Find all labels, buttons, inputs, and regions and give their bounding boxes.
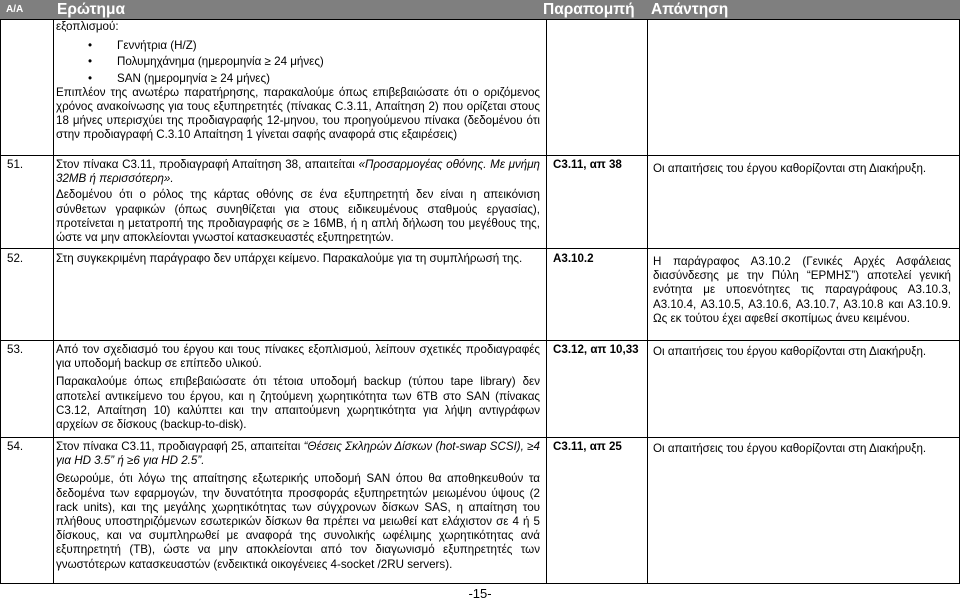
quoted-spec: “Θέσεις Σκληρών Δίσκων (hot-swap SCSI), ≥4 για HD 3.5” ή ≥6 για HD 2.5”. bbox=[56, 440, 540, 468]
question-text: Στον πίνακα C3.11, προδιαγραφή Απαίτηση 38, απαιτείται bbox=[56, 158, 359, 171]
reference-cell: C3.11, απ 38 bbox=[547, 156, 648, 249]
question-cell bbox=[54, 341, 547, 438]
page-number: -15- bbox=[468, 586, 492, 601]
table-row bbox=[1, 20, 960, 156]
question-text: Θεωρούμε, ότι λόγω της απαίτησης εξωτερικής υποδομή SAN όπου θα αποθηκευθούν τα δεδομένα των εφαρμογών, την δυνατότητα προσφοράς εξυπηρετητών μειωμένου ύψους (2 rack units), και της μεγάλης χωρητικότητας των σύγχρονων δίσκων SAS, η απαίτηση του πλήθους υποστηριζόμενων εσωτερικών δίσκων θα πρέπει να μειωθεί κατ ελάχιστον σε 4 ή 5 δίσκους, και να συμπληρωθεί με αναφορά της συνολικής ωφέλιμης χωρητικότητας ανά εξυπηρετητή (TB), ώστε να μην αποκλείονται από τον διαγωνισμό εξυπηρετητές των γνωστότερων κατασκευαστών (ενδεικτικά οικογένειες 4-socket /2RU servers). bbox=[56, 472, 540, 571]
equipment-list bbox=[56, 39, 540, 86]
answer-cell: Οι απαιτήσεις του έργου καθορίζονται στη Διακήρυξη. bbox=[648, 156, 960, 249]
header-question: Ερώτημα bbox=[57, 1, 125, 18]
reference-cell: C3.12, απ 10,33 bbox=[547, 341, 648, 438]
row-number: 53. bbox=[1, 341, 54, 438]
row-number: 52. bbox=[1, 249, 54, 341]
row-number: 54. bbox=[1, 438, 54, 584]
question-text: Παρακαλούμε όπως επιβεβαιώσατε ότι τέτοια υποδομή backup (τύπου tape library) δεν αποτελεί αντικείμενο του έργου, και η ζητούμενη χωρητικότητα των 6TB στο SAN (πίνακας C3.12, Απαίτηση 10) καλύπτει και την απαιτούμενη χωρητικότητα για λήψη αντιγράφων αρχείων σε δίσκους (backup-to-disk). bbox=[56, 375, 540, 432]
header-num: Α/Α bbox=[6, 4, 24, 15]
header-reference: Παραπομπή bbox=[543, 1, 635, 18]
table-row bbox=[1, 438, 960, 584]
answer-cell: Οι απαιτήσεις του έργου καθορίζονται στη Διακήρυξη. bbox=[648, 341, 960, 438]
reference-cell: A3.10.2 bbox=[547, 249, 648, 341]
list-item: • Πολυμηχάνημα (ημερομηνία ≥ 24 μήνες) bbox=[56, 55, 540, 69]
reference-cell: C3.11, απ 25 bbox=[547, 438, 648, 584]
question-text: Από τον σχεδιασμό του έργου και τους πίνακες εξοπλισμού, λείπουν σχετικές προδιαγραφές για υποδομή backup σε επίπεδο υλικού. bbox=[56, 343, 540, 371]
table-row bbox=[1, 341, 960, 438]
question-text: Δεδομένου ότι ο ρόλος της κάρτας οθόνης σε ένα εξυπηρετητή δεν είναι η απεικόνιση σύνθετων γραφικών (όπως συνηθίζεται για στους ειδικευμένους σταθμούς εργασίας), προτείνεται η μετατροπή της προδιαγραφής σε ≥ 16MB, ή η απλή δήλωση του μεγέθους της, ώστε να μην αποκλείονται γνωστοί κατασκευαστές εξυπηρετητών. bbox=[56, 188, 540, 245]
answer-cell: Οι απαιτήσεις του έργου καθορίζονται στη Διακήρυξη. bbox=[648, 438, 960, 584]
table-row bbox=[1, 249, 960, 341]
header-answer: Απάντηση bbox=[651, 1, 729, 18]
table-row bbox=[1, 156, 960, 249]
row-number: 51. bbox=[1, 156, 54, 249]
question-cell bbox=[54, 249, 547, 341]
qa-table bbox=[0, 19, 960, 584]
quoted-spec: «Προσαρμογέας οθόνης. Με μνήμη 32MB ή περισσότερη». bbox=[56, 158, 540, 186]
list-item: • SAN (ημερομηνία ≥ 24 μήνες) bbox=[56, 72, 540, 86]
answer-cell: Η παράγραφος Α3.10.2 (Γενικές Αρχές Ασφάλειας διασύνδεσης με την Πύλη “ΕΡΜΗΣ”) αποτελεί γενική ενότητα με υποενότητες τις παραγράφους Α3.10.3, Α3.10.4, Α3.10.5, Α3.10.6, Α3.10.7, Α3.10.8 και Α3.10.9. Ως εκ τούτου έχει αφεθεί σκοπίμως άνευ κειμένου. bbox=[648, 249, 960, 341]
table-header bbox=[0, 0, 960, 19]
question-text: Στη συγκεκριμένη παράγραφο δεν υπάρχει κείμενο. Παρακαλούμε για τη συμπλήρωσή της. bbox=[56, 252, 523, 265]
question-text: Επιπλέον της ανωτέρω παρατήρησης, παρακαλούμε όπως επιβεβαιώσατε ότι ο οριζόμενος χρόνος ανακοίνωσης για τους εξυπηρετητές (πίνακας C.3.11, Απαίτηση 2) που ορίζεται στους 18 μήνες υπερισχύει της προδιαγραφής 12-μηνου, του προηγούμενου πίνακα (δεδομένου ότι στην προδιαγραφή C.3.10 Απαίτηση 1 γίνεται σαφής αναφορά στις εξαιρέσεις) bbox=[56, 85, 540, 142]
list-item: • Γεννήτρια (H/Z) bbox=[56, 39, 540, 53]
intro-text: εξοπλισμού: bbox=[56, 20, 119, 33]
question-cell bbox=[54, 156, 547, 249]
question-cell bbox=[54, 438, 547, 584]
question-text: Στον πίνακα C3.11, προδιαγραφή 25, απαιτείται bbox=[56, 440, 304, 453]
question-cell bbox=[54, 20, 547, 156]
